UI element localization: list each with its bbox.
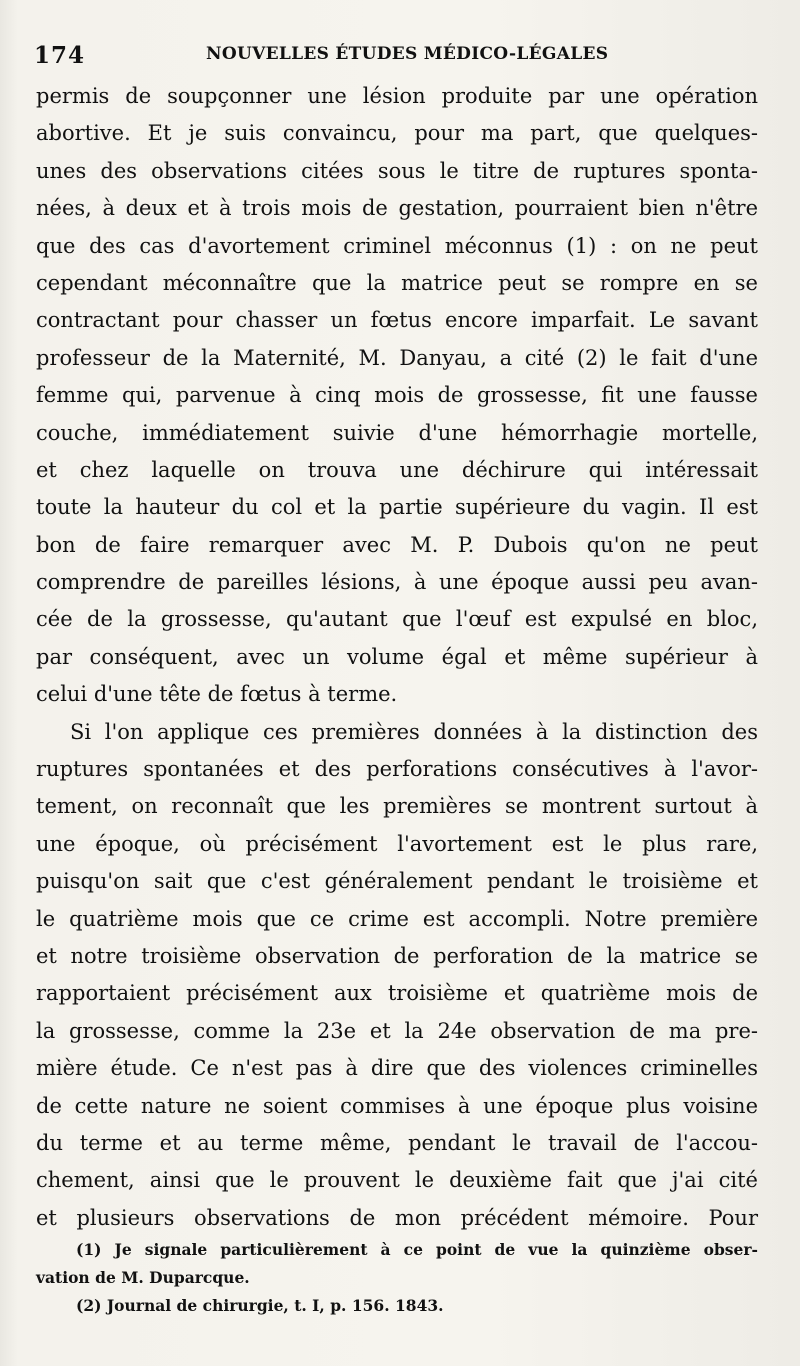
text-line: professeur de la Maternité, M. Danyau, a cité (2) le fait d'une bbox=[36, 345, 758, 370]
text-line: bon de faire remarquer avec M. P. Dubois qu'on ne peut bbox=[36, 532, 758, 557]
text-line: Si l'on applique ces premières données à la distinction des bbox=[70, 719, 758, 744]
text-line: puisqu'on sait que c'est généralement pendant le troisième et bbox=[36, 869, 758, 894]
text-line: contractant pour chasser un fœtus encore imparfait. Le savant bbox=[36, 308, 758, 333]
page-number: 174 bbox=[34, 42, 86, 69]
text-line: par conséquent, avec un volume égal et même supérieur à bbox=[36, 644, 758, 669]
text-line: et notre troisième observation de perforation de la matrice se bbox=[36, 943, 758, 968]
text-line: et chez laquelle on trouva une déchirure qui intéressait bbox=[36, 457, 758, 482]
text-line: cée de la grossesse, qu'autant que l'œuf est expulsé en bloc, bbox=[36, 607, 758, 632]
text-line: rapportaient précisément aux troisième et quatrième mois de bbox=[36, 981, 758, 1006]
text-line: couche, immédiatement suivie d'une hémorrhagie mortelle, bbox=[36, 420, 758, 445]
text-line: ruptures spontanées et des perforations consécutives à l'avor- bbox=[36, 757, 758, 782]
text-line: une époque, où précisément l'avortement est le plus rare, bbox=[36, 831, 758, 856]
text-line: que des cas d'avortement criminel méconnus (1) : on ne peut bbox=[36, 233, 758, 258]
text-line: abortive. Et je suis convaincu, pour ma part, que quelques- bbox=[36, 121, 758, 146]
footnote-2: (2) Journal de chirurgie, t. I, p. 156. 1843. bbox=[76, 1296, 444, 1315]
text-line: femme qui, parvenue à cinq mois de grossesse, fit une fausse bbox=[36, 383, 758, 408]
text-line: et plusieurs observations de mon précédent mémoire. Pour bbox=[36, 1205, 758, 1230]
text-line: toute la hauteur du col et la partie supérieure du vagin. Il est bbox=[36, 495, 758, 520]
footnotes bbox=[36, 1236, 758, 1320]
running-head: NOUVELLES ÉTUDES MÉDICO-LÉGALES bbox=[206, 44, 609, 64]
text-line: de cette nature ne soient commises à une époque plus voisine bbox=[36, 1093, 758, 1118]
page-header bbox=[34, 40, 774, 74]
text-line: comprendre de pareilles lésions, à une époque aussi peu avan- bbox=[36, 570, 758, 595]
text-line: mière étude. Ce n'est pas à dire que des violences criminelles bbox=[36, 1056, 758, 1081]
text-line: la grossesse, comme la 23e et la 24e observation de ma pre- bbox=[36, 1018, 758, 1043]
text-line: chement, ainsi que le prouvent le deuxième fait que j'ai cité bbox=[36, 1168, 758, 1193]
text-line: unes des observations citées sous le titre de ruptures sponta- bbox=[36, 158, 758, 183]
text-line: tement, on reconnaît que les premières se montrent surtout à bbox=[36, 794, 758, 819]
text-line: celui d'une tête de fœtus à terme. bbox=[36, 682, 398, 707]
text-line: nées, à deux et à trois mois de gestation, pourraient bien n'être bbox=[36, 196, 758, 221]
footnote-1-continued: vation de M. Duparcque. bbox=[36, 1268, 250, 1287]
text-line: permis de soupçonner une lésion produite par une opération bbox=[36, 84, 758, 108]
body-text bbox=[36, 78, 758, 1237]
text-line: cependant méconnaître que la matrice peut se rompre en se bbox=[36, 270, 758, 295]
footnote-1: (1) Je signale particulièrement à ce point de vue la quinzième obser- bbox=[76, 1240, 758, 1259]
text-line: du terme et au terme même, pendant le travail de l'accou- bbox=[36, 1130, 758, 1155]
text-line: le quatrième mois que ce crime est accompli. Notre première bbox=[36, 906, 758, 931]
